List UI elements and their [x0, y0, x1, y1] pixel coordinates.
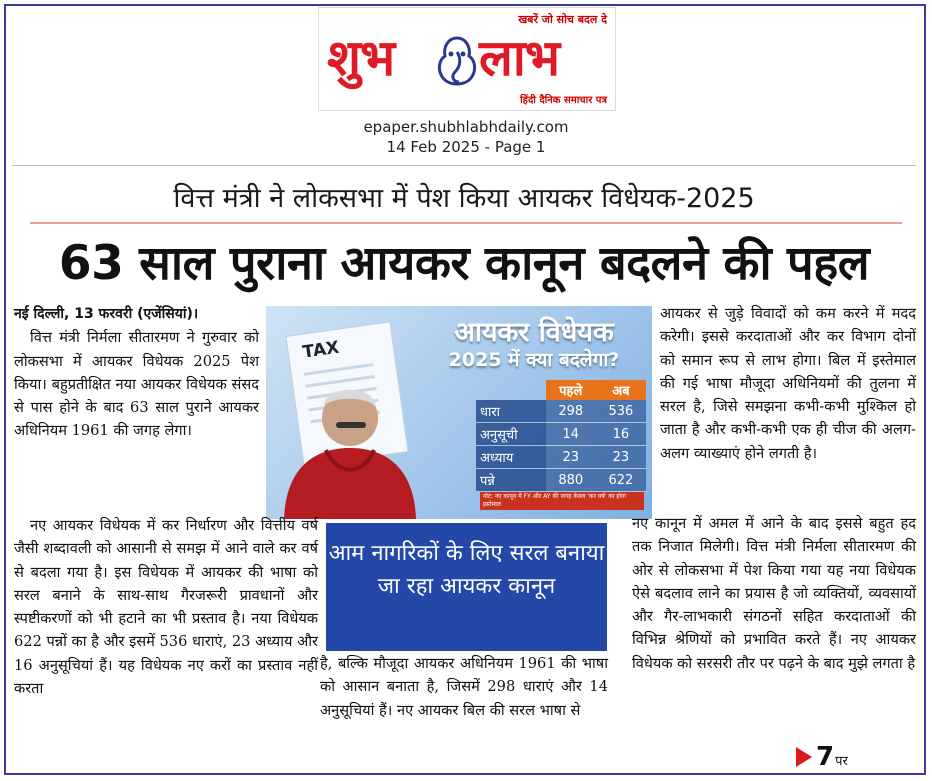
play-arrow-icon [796, 747, 812, 767]
pull-quote: आम नागरिकों के लिए सरल बनाया जा रहा आयकर कानून [326, 523, 607, 651]
masthead-name-left: शुभ [327, 28, 395, 87]
paragraph-middle-bottom: है, बल्कि मौजूदा आयकर अधिनियम 1961 की भाषा को आसान बनाता है, जिसमें 298 धाराएं और 14 अनुसूचियां हैं। नए आयकर बिल की सरल भाषा से [320, 655, 608, 719]
masthead-subtitle: हिंदी दैनिक समाचार पत्र [520, 95, 607, 106]
divider [12, 165, 916, 166]
minister-photo [266, 366, 416, 519]
column-right-top [660, 302, 916, 465]
article-kicker: वित्त मंत्री ने लोकसभा में पेश किया आयकर विधेयक-2025 [173, 183, 755, 214]
jump-suffix: पर [835, 754, 848, 769]
column-left-top [14, 302, 259, 443]
edition-url: epaper.shubhlabhdaily.com [363, 118, 569, 136]
table-row: अध्याय 23 23 [476, 446, 646, 469]
table-row: पन्ने 880 622 [476, 469, 646, 492]
kicker-underline [30, 222, 902, 224]
comparison-table [476, 380, 646, 492]
tax-doc-label: TAX [301, 337, 341, 363]
paragraph-left-bottom: नए आयकर विधेयक में कर निर्धारण और वित्तीय वर्ष जैसी शब्दावली को आसानी से समझ में आने वाले कर वर्ष से बदला गया है। इस विधेयक में आयकर की भाषा को सरल बनाने के साथ-साथ गैरजरूरी प्रावधानों और स्पष्टीकरणों को भी हटाने का भी प्रस्ताव है। नया विधेयक 622 पन्नों का है और इसमें 536 धाराएं, 23 अध्याय और 16 अनुसूचियां हैं। यह विधेयक नए करों का प्रस्ताव नहीं करता [14, 517, 318, 698]
paragraph-right-bottom: नए कानून में अमल में आने के बाद इससे बहुत हद तक निजात मिलेगी। वित्त मंत्री निर्मला सीतारमण की ओर से लोकसभा में पेश किया गया यह नया विधेयक ऐसे बदलाव लाने का प्रयास है जो व्यक्तियों, व्यवसायों और गैर-लाभकारी संगठनों सहित करदाताओं की विभिन्न श्रेणियों को प्रभावित करते हैं। नए आयकर विधेयक को सरसरी तौर पर पढ़ने के बाद मुझे लगता है [632, 515, 916, 672]
column-left-bottom [14, 514, 318, 700]
ganesha-emblem-icon [435, 34, 479, 90]
masthead-tagline: खबरें जो सोच बदल दे [518, 13, 607, 26]
dateline: नई दिल्ली, 13 फरवरी (एजेंसियां)। [14, 306, 199, 322]
masthead-name-right: लाभ [479, 28, 559, 87]
paragraph-intro: वित्त मंत्री निर्मला सीतारमण ने गुरुवार को लोकसभा में आयकर विधेयक 2025 पेश किया। बहुप्रतीक्षित नया आयकर विधेयक संसद से पास होने के बाद 63 साल पुराने आयकर अधिनियम 1961 की जगह लेगा। [14, 329, 259, 440]
table-row: अनुसूची 14 16 [476, 423, 646, 446]
continued-on-page[interactable] [796, 742, 848, 772]
col-before-header: पहले [546, 380, 596, 400]
graphic-subtitle: 2025 में क्या बदलेगा? [448, 349, 620, 371]
jump-page-number: 7 [816, 742, 835, 772]
paragraph-right-top: आयकर से जुड़े विवादों को कम करने में मदद करेगी। इससे करदाताओं और कर विभाग दोनों को समान रूप से लाभ होगा। बिल में इस्तेमाल की गई भाषा मौजूदा अधिनियमों की तुलना में सरल है, जिसे समझना कभी-कभी मुश्किल हो जाता है और कभी-कभी एक ही चीज की अलग-अलग व्याख्याएं होने लगती है। [660, 305, 916, 462]
infographic [266, 306, 652, 519]
column-middle-bottom [320, 652, 608, 722]
table-row: धारा 298 536 [476, 400, 646, 423]
col-after-header: अब [596, 380, 646, 400]
masthead-logo [318, 7, 616, 111]
article-headline: 63 साल पुराना आयकर कानून बदलने की पहल [58, 236, 870, 291]
edition-date-page: 14 Feb 2025 - Page 1 [386, 138, 546, 156]
graphic-title: आयकर विधेयक [454, 317, 614, 348]
column-right-bottom [632, 512, 916, 675]
graphic-note: नोट: नए कानून में FY और AY की जगह केवल 'कर वर्ष' का होगा इस्तेमाल [480, 492, 644, 510]
